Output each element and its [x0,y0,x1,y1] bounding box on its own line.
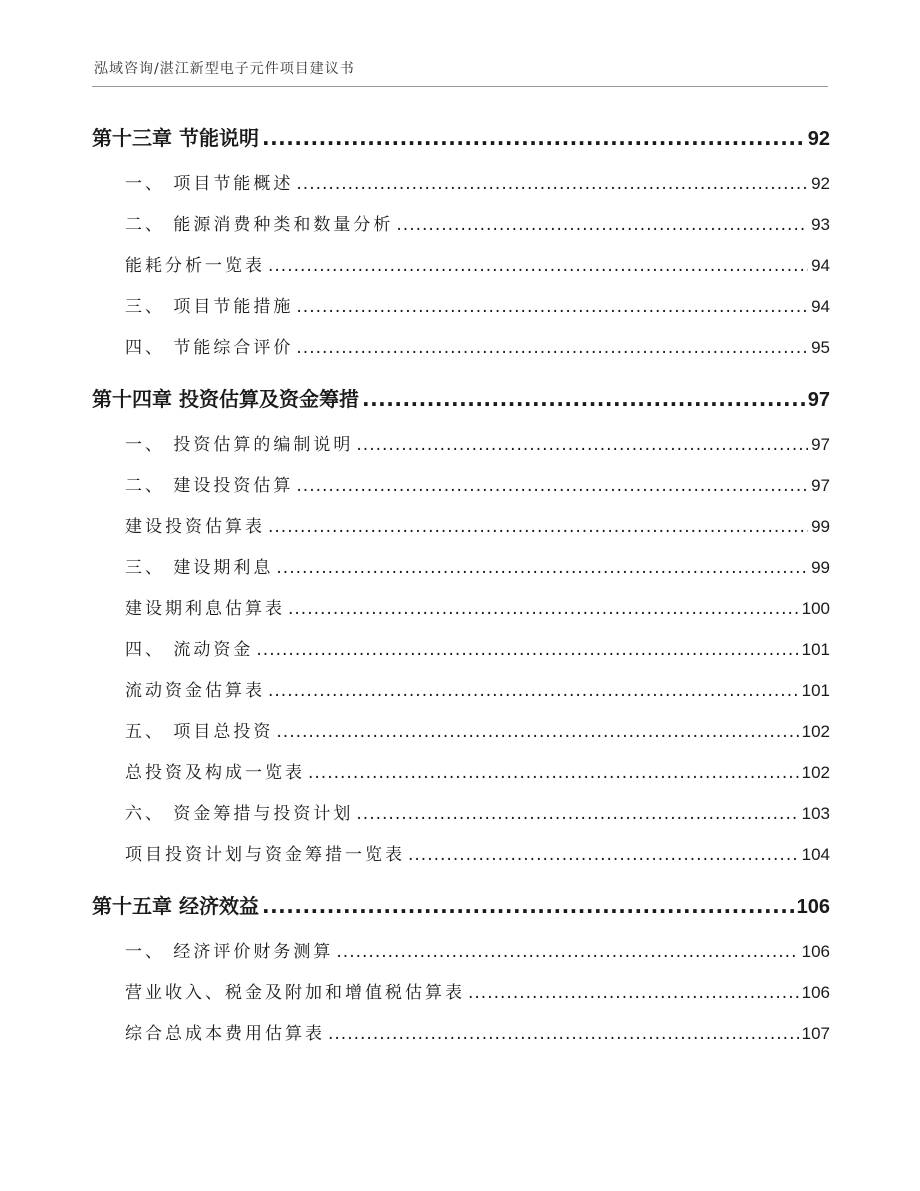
toc-entry-title: 第十三章 节能说明 [92,126,259,150]
toc-section-entry[interactable] [92,1013,830,1054]
toc-page-number: 97 [811,476,830,495]
toc-section-entry[interactable] [92,245,830,286]
toc-chapter-entry[interactable] [92,113,830,163]
toc-dot-leader [296,328,808,369]
toc-section-entry[interactable] [92,931,830,972]
toc-entry-title: 流动资金估算表 [125,681,265,701]
toc-section-entry[interactable] [92,547,830,588]
toc-section-entry[interactable] [92,506,830,547]
toc-page-number: 92 [807,128,830,150]
toc-page-number: 106 [796,896,830,918]
toc-section-entry[interactable] [92,711,830,752]
toc-page-number: 101 [801,681,830,700]
toc-entry-title: 一、 投资估算的编制说明 [125,435,354,455]
toc-page-number: 102 [801,722,830,741]
toc-section-entry[interactable] [92,752,830,793]
toc-dot-leader [336,932,798,973]
toc-page-number: 99 [811,517,830,536]
toc-dot-leader [288,589,799,630]
toc-section-entry[interactable] [92,465,830,506]
toc-section-entry[interactable] [92,972,830,1013]
toc-entry-title: 总投资及构成一览表 [125,763,305,783]
toc-entry-title: 四、 流动资金 [125,640,254,660]
toc-page-number: 97 [811,435,830,454]
toc-entry-title: 能耗分析一览表 [125,256,265,276]
toc-page-number: 99 [811,558,830,577]
toc-entry-title: 二、 能源消费种类和数量分析 [125,215,394,235]
toc-section-entry[interactable] [92,670,830,711]
toc-dot-leader [408,835,799,876]
toc-page-number: 106 [801,942,830,961]
toc-dot-leader [308,753,799,794]
toc-chapter-entry[interactable] [92,881,830,931]
toc-page-number: 92 [811,174,830,193]
toc-entry-title: 五、 项目总投资 [125,722,274,742]
toc-dot-leader [262,881,794,931]
toc-entry-title: 第十四章 投资估算及资金筹措 [92,387,359,411]
toc-entry-title: 综合总成本费用估算表 [125,1024,325,1044]
toc-page-number: 101 [801,640,830,659]
toc-dot-leader [256,630,798,671]
toc-page-number: 93 [811,215,830,234]
toc-chapter-entry[interactable] [92,374,830,424]
toc-dot-leader [296,287,808,328]
toc-section-entry[interactable] [92,163,830,204]
toc-section-entry[interactable] [92,286,830,327]
toc-page-number: 104 [801,845,830,864]
toc-dot-leader [362,374,805,424]
toc-entry-title: 二、 建设投资估算 [125,476,294,496]
toc-page-number: 106 [801,983,830,1002]
toc-dot-leader [468,973,799,1014]
toc-section-entry[interactable] [92,204,830,245]
toc-dot-leader [262,113,805,163]
toc-page-number: 97 [807,389,830,411]
header-divider [92,86,828,87]
toc-page-number: 95 [811,338,830,357]
toc-entry-title: 三、 项目节能措施 [125,297,294,317]
table-of-contents [92,113,830,1054]
toc-page-number: 103 [801,804,830,823]
toc-entry-title: 四、 节能综合评价 [125,338,294,358]
toc-dot-leader [276,548,808,589]
toc-section-entry[interactable] [92,793,830,834]
toc-section-entry[interactable] [92,629,830,670]
toc-dot-leader [328,1014,799,1055]
toc-entry-title: 建设期利息估算表 [125,599,285,619]
toc-entry-title: 项目投资计划与资金筹措一览表 [125,845,405,865]
toc-dot-leader [396,205,808,246]
toc-entry-title: 六、 资金筹措与投资计划 [125,804,354,824]
toc-dot-leader [268,507,808,548]
toc-dot-leader [268,671,799,712]
toc-section-entry[interactable] [92,834,830,875]
toc-page-number: 94 [811,256,830,275]
toc-section-entry[interactable] [92,588,830,629]
toc-entry-title: 三、 建设期利息 [125,558,274,578]
toc-dot-leader [356,425,808,466]
toc-entry-title: 第十五章 经济效益 [92,894,259,918]
toc-entry-title: 营业收入、税金及附加和增值税估算表 [125,983,465,1003]
toc-page-number: 100 [801,599,830,618]
toc-dot-leader [268,246,808,287]
toc-dot-leader [296,164,808,205]
toc-entry-title: 一、 项目节能概述 [125,174,294,194]
toc-entry-title: 一、 经济评价财务测算 [125,942,334,962]
toc-dot-leader [296,466,808,507]
page-header: 泓域咨询/湛江新型电子元件项目建议书 [94,61,355,77]
toc-section-entry[interactable] [92,424,830,465]
toc-entry-title: 建设投资估算表 [125,517,265,537]
toc-page-number: 102 [801,763,830,782]
toc-section-entry[interactable] [92,327,830,368]
toc-page-number: 94 [811,297,830,316]
toc-dot-leader [356,794,798,835]
toc-page-number: 107 [801,1024,830,1043]
toc-dot-leader [276,712,798,753]
